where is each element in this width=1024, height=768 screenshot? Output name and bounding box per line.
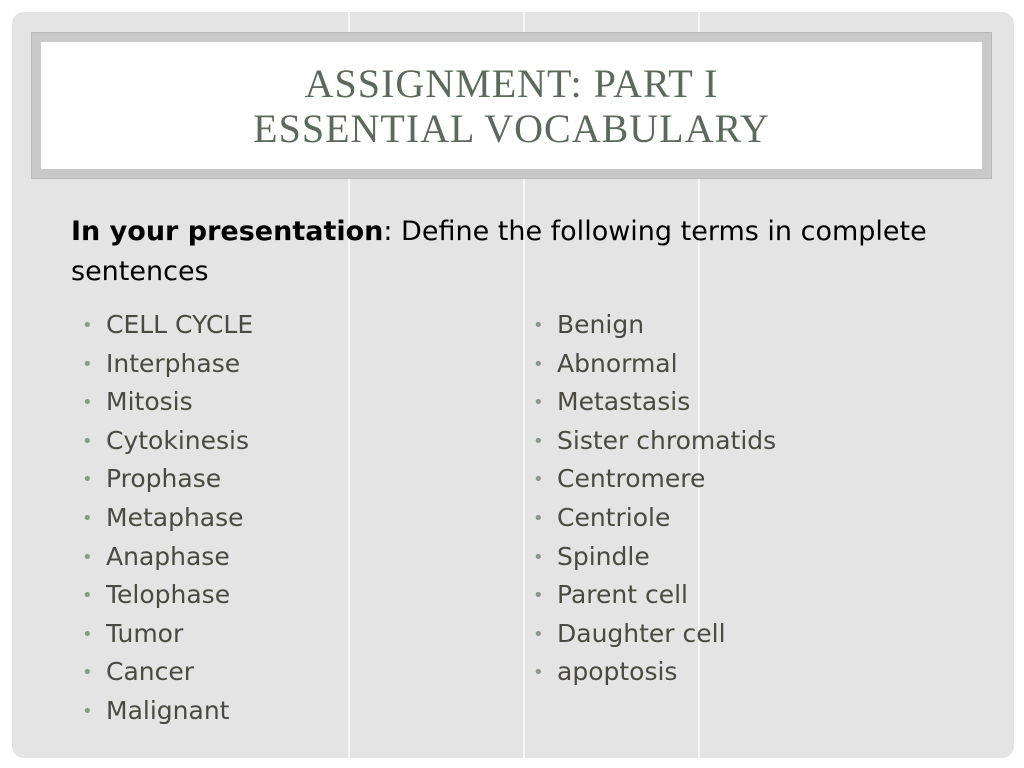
bullet-icon: • — [82, 585, 93, 607]
instructions-text: : Define the following terms in complete sentences — [71, 216, 927, 287]
bullet-icon: • — [533, 662, 544, 684]
bullet-icon: • — [533, 392, 544, 414]
bullet-icon: • — [82, 507, 93, 529]
instructions — [71, 212, 931, 292]
vocabulary-term — [533, 383, 776, 422]
vocabulary-term — [82, 422, 253, 461]
term-label: Sister chromatids — [557, 425, 777, 455]
title-line-1: ASSIGNMENT: PART I — [304, 60, 719, 106]
vocabulary-term — [533, 538, 776, 577]
term-label: Centromere — [557, 464, 706, 494]
term-label: Cancer — [106, 657, 195, 687]
vocabulary-term — [82, 538, 253, 577]
vocabulary-term — [533, 576, 776, 615]
vocabulary-term — [82, 576, 253, 615]
bullet-icon: • — [82, 469, 93, 491]
bullet-icon: • — [533, 546, 544, 568]
term-label: Metastasis — [557, 387, 691, 417]
term-label: Benign — [557, 310, 645, 339]
term-label: Tumor — [106, 618, 184, 648]
vocabulary-term — [82, 499, 253, 538]
term-label: Cytokinesis — [106, 425, 249, 455]
term-label: Mitosis — [106, 387, 193, 417]
term-label: Telophase — [106, 580, 231, 610]
term-label: Metaphase — [106, 502, 244, 532]
instructions-emphasis: In your presentation — [71, 216, 384, 247]
vocabulary-term — [82, 383, 253, 422]
bullet-icon: • — [533, 430, 544, 452]
bullet-icon: • — [533, 315, 544, 336]
bullet-icon: • — [82, 623, 93, 645]
bullet-icon: • — [533, 585, 544, 607]
term-label: Prophase — [106, 464, 222, 494]
bullet-icon: • — [82, 315, 93, 336]
vocabulary-term — [533, 422, 776, 461]
vocabulary-term — [82, 306, 253, 345]
bullet-icon: • — [533, 623, 544, 645]
term-label: Abnormal — [557, 348, 678, 378]
title-frame — [31, 32, 992, 179]
bullet-icon: • — [82, 546, 93, 568]
term-label: Parent cell — [557, 580, 688, 610]
term-label: Daughter cell — [557, 618, 726, 648]
term-label: CELL CYCLE — [106, 310, 254, 339]
vocabulary-term — [533, 653, 776, 692]
bullet-icon: • — [82, 392, 93, 414]
term-label: Interphase — [106, 348, 241, 378]
bullet-icon: • — [82, 700, 93, 722]
term-label: Spindle — [557, 541, 650, 571]
bullet-icon: • — [533, 469, 544, 491]
bullet-icon: • — [533, 507, 544, 529]
slide — [12, 12, 1014, 758]
title-line-2: ESSENTIAL VOCABULARY — [253, 105, 770, 151]
term-label: Centriole — [557, 502, 671, 532]
vocabulary-term — [82, 345, 253, 384]
vocabulary-term — [82, 692, 253, 731]
vocabulary-term — [533, 306, 776, 345]
term-label: Malignant — [106, 695, 230, 725]
term-label: apoptosis — [557, 657, 678, 687]
vocabulary-term — [82, 615, 253, 654]
vocabulary-term — [533, 345, 776, 384]
title-box — [41, 42, 982, 169]
vocabulary-list-left — [82, 306, 253, 731]
vocabulary-term — [533, 460, 776, 499]
bullet-icon: • — [82, 430, 93, 452]
vocabulary-list-right — [533, 306, 776, 692]
vocabulary-term — [533, 615, 776, 654]
bullet-icon: • — [533, 353, 544, 375]
bullet-icon: • — [82, 662, 93, 684]
bullet-icon: • — [82, 353, 93, 375]
vocabulary-term — [82, 653, 253, 692]
term-label: Anaphase — [106, 541, 230, 571]
vocabulary-term — [82, 460, 253, 499]
vocabulary-term — [533, 499, 776, 538]
